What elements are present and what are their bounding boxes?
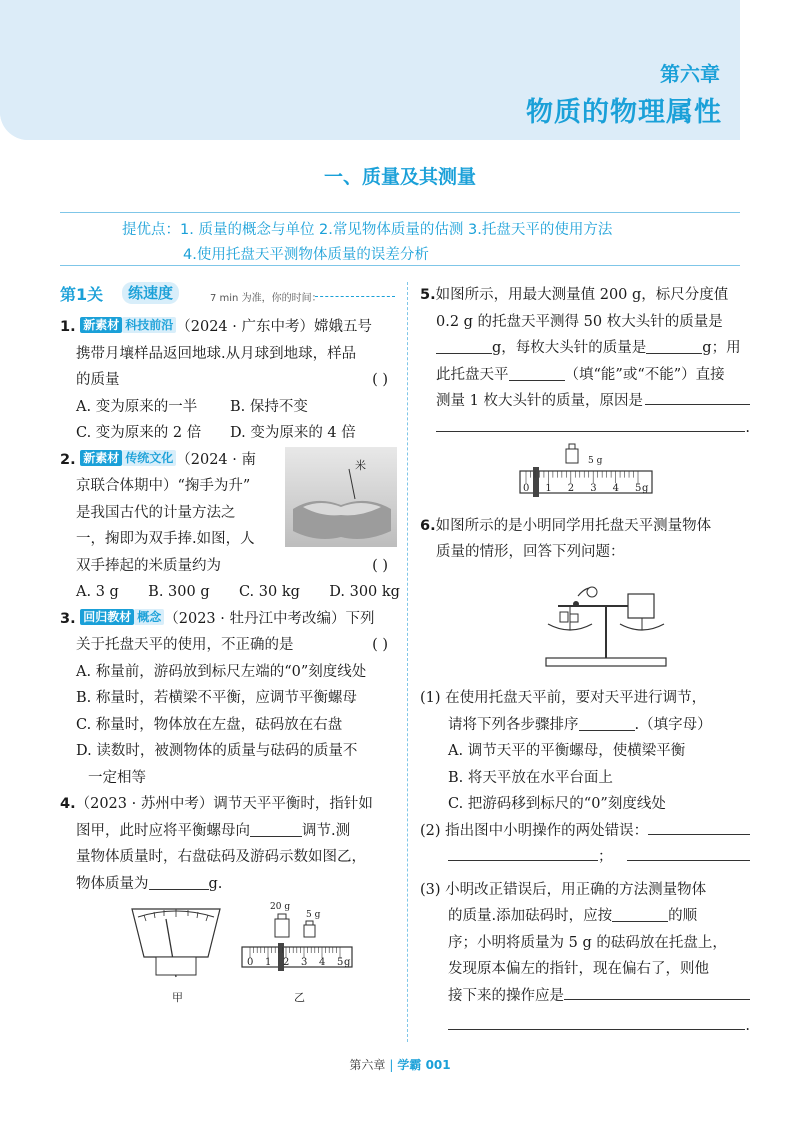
q5-blank-can[interactable] bbox=[509, 364, 565, 381]
q5-line-1: 如图所示，用最大测量值 200 g，标尺分度值 bbox=[435, 287, 729, 303]
q5-blank-total[interactable] bbox=[436, 337, 492, 354]
rice-label: 米 bbox=[355, 458, 366, 472]
q3-option-d: D. 读数时，被测物体的质量与砝码的质量不 bbox=[76, 743, 358, 759]
page-footer bbox=[0, 1056, 800, 1073]
q6-part-3-e: 接下来的操作应是 bbox=[448, 987, 564, 1004]
q1-tag-topic: 科技前沿 bbox=[122, 317, 176, 333]
q5-rider bbox=[533, 467, 539, 497]
q1-line-3: 的质量 bbox=[76, 372, 120, 388]
q1-answer-paren: ( ) bbox=[372, 372, 388, 388]
question-1 bbox=[60, 314, 400, 447]
q3-tag-topic: 概念 bbox=[134, 609, 164, 625]
left-column bbox=[60, 282, 400, 1017]
header-cutout bbox=[740, 0, 800, 140]
q1-option-a: A. 变为原来的一半 bbox=[76, 398, 198, 415]
q5-scale-unit: g bbox=[642, 483, 649, 494]
footer-chapter: 第六章 bbox=[349, 1058, 386, 1072]
q6-step-b: B. 将天平放在水平台面上 bbox=[448, 769, 613, 786]
q3-answer-paren: ( ) bbox=[372, 637, 388, 653]
q5-weight-label: 5 g bbox=[588, 456, 603, 466]
q6-part-3-b1: 的质量.添加砝码时，应按 bbox=[448, 908, 613, 924]
q4-blank-mass[interactable] bbox=[149, 873, 209, 890]
q3-option-c: C. 称量时，物体放在左盘，砝码放在右盘 bbox=[76, 716, 343, 733]
q6-line-1: 如图所示的是小明同学用托盘天平测量物体 bbox=[435, 517, 712, 534]
q4-figures bbox=[60, 897, 400, 1007]
q2-tag-new: 新素材 bbox=[80, 450, 122, 466]
question-4 bbox=[60, 791, 400, 1017]
q4-line-3: 量物体质量时，右盘砝码及游码示数如图乙， bbox=[76, 849, 366, 865]
q5-blank-reason[interactable] bbox=[645, 388, 750, 405]
footer-separator: | bbox=[389, 1058, 394, 1072]
q5-scale-tick-label: 4 bbox=[612, 483, 619, 494]
weight-5g bbox=[304, 925, 315, 937]
q5-scale-tick-label: 3 bbox=[590, 483, 597, 494]
q4-scale-tick-label: 5 bbox=[337, 957, 344, 968]
fig-a-label: 甲 bbox=[172, 991, 183, 1004]
q4-line-2b: 调节.测 bbox=[302, 822, 351, 839]
q5-figure bbox=[420, 441, 750, 503]
tips-line-2: 4.使用托盘天平测物体质量的误差分析 bbox=[183, 247, 429, 263]
q3-line-1: （2023 · 牡丹江中考改编）下列 bbox=[164, 610, 375, 627]
q6-part-3-b2: 的顺 bbox=[668, 908, 698, 924]
q2-line-5: 双手捧起的米质量约为 bbox=[76, 557, 221, 574]
q1-tag-new: 新素材 bbox=[80, 317, 122, 333]
q2-line-4: 一，掬即为双手捧.如图，人 bbox=[76, 531, 255, 547]
question-6 bbox=[420, 513, 750, 1040]
q4-scale-tick-label: 3 bbox=[301, 957, 308, 968]
q3-option-b: B. 称量时，若横梁不平衡，应调节平衡螺母 bbox=[76, 690, 357, 706]
section-title: 一、质量及其测量 bbox=[323, 166, 476, 188]
q4-line-1: （2023 · 苏州中考）调节天平平衡时，指针如 bbox=[75, 796, 373, 812]
question-3 bbox=[60, 606, 400, 792]
q5-weight bbox=[566, 449, 578, 463]
right-column bbox=[420, 282, 750, 1040]
q4-line-2a: 图甲，此时应将平衡螺母向 bbox=[76, 822, 250, 839]
chapter-header bbox=[0, 0, 800, 140]
q1-line-1: （2024 · 广东中考）嫦娥五号 bbox=[176, 319, 372, 335]
chapter-number: 第六章 bbox=[660, 62, 720, 86]
q6-part-1-c: .（填字母） bbox=[634, 716, 712, 733]
q5-scale-rule bbox=[520, 471, 652, 493]
q1-options-cd bbox=[60, 420, 400, 447]
q4-line-4a: 物体质量为 bbox=[76, 875, 149, 892]
q5-scale-tick-label: 1 bbox=[545, 483, 552, 494]
balance-base bbox=[546, 658, 666, 666]
weight-20g bbox=[275, 919, 289, 937]
q6-blank-order[interactable] bbox=[579, 714, 635, 731]
pass-name: 练速度 bbox=[122, 282, 179, 304]
q6-step-c: C. 把游码移到标尺的“0”刻度线处 bbox=[448, 796, 666, 812]
question-5 bbox=[420, 282, 750, 513]
q2-options bbox=[60, 579, 400, 606]
q1-option-c: C. 变为原来的 2 倍 bbox=[76, 425, 202, 441]
q1-line-2: 携带月壤样品返回地球.从月球到地球，样品 bbox=[76, 345, 357, 362]
q5-line-4a: 此托盘天平 bbox=[436, 366, 509, 383]
q2-number: 2. bbox=[60, 451, 76, 468]
q6-line-2: 质量的情形，回答下列问题： bbox=[436, 544, 625, 560]
q6-part-2: (2) 指出图中小明操作的两处错误： bbox=[420, 822, 649, 839]
q3-tag-textbook: 回归教材 bbox=[80, 609, 134, 625]
q4-blank-direction[interactable] bbox=[250, 820, 302, 837]
q5-end: . bbox=[745, 419, 750, 436]
q6-number: 6. bbox=[420, 517, 436, 534]
q1-option-d: D. 变为原来的 4 倍 bbox=[230, 425, 356, 441]
q5-line-2: 0.2 g 的托盘天平测得 50 枚大头针的质量是 bbox=[436, 313, 723, 330]
q6-end: . bbox=[745, 1018, 750, 1034]
q5-line-4b: （填“能”或“不能”）直接 bbox=[564, 366, 725, 383]
q4-scale-tick-label: 0 bbox=[247, 957, 254, 968]
q5-scale-tick-label: 0 bbox=[523, 483, 530, 494]
pass-banner bbox=[60, 282, 400, 314]
q1-options-ab bbox=[60, 394, 400, 421]
object-block bbox=[628, 594, 654, 618]
chapter-title: 物质的物理属性 bbox=[526, 97, 722, 128]
q2-line-1: （2024 · 南 bbox=[176, 451, 256, 468]
question-2 bbox=[60, 447, 400, 606]
q2-line-2: 京联合体期中）“掬手为升” bbox=[76, 478, 251, 494]
q1-line-3-row bbox=[60, 367, 400, 394]
q5-blank-each[interactable] bbox=[646, 337, 702, 354]
pass-time-note: 7 min 为准，你的时间： bbox=[210, 293, 322, 304]
q2-line-5-row bbox=[60, 553, 400, 580]
q5-line-5: 测量 1 枚大头针的质量，原因是 bbox=[436, 393, 643, 409]
q5-line-3a: g，每枚大头针的质量是 bbox=[492, 340, 647, 356]
q1-option-b: B. 保持不变 bbox=[230, 398, 308, 415]
q5-scale-tick-label: 5 bbox=[635, 483, 642, 494]
time-blank bbox=[315, 296, 395, 297]
q2-line-3: 是我国古代的计量方法之 bbox=[76, 504, 236, 521]
q4-scale-tick-label: 1 bbox=[265, 957, 272, 968]
weight-5g-label: 5 g bbox=[306, 910, 321, 920]
q5-blank-reason-cont[interactable] bbox=[436, 415, 745, 432]
q1-number: 1. bbox=[60, 319, 76, 335]
q4-scale-unit: g bbox=[344, 957, 351, 968]
q3-line-2-row bbox=[60, 632, 400, 659]
q6-part-1-b: 请将下列各步骤排序 bbox=[448, 716, 579, 733]
weights-on-left bbox=[560, 612, 568, 622]
q6-part-3-d: 发现原本偏左的指针，现在偏右了，则他 bbox=[448, 961, 709, 977]
q2-option-a: A. 3 g bbox=[76, 584, 119, 600]
q6-blank-error-1[interactable] bbox=[648, 818, 750, 835]
footer-brand: 学霸 001 bbox=[397, 1058, 451, 1072]
q6-part-3-a: (3) 小明改正错误后，用正确的方法测量物体 bbox=[420, 881, 707, 898]
pass-level: 第1关 bbox=[60, 285, 104, 304]
column-divider bbox=[407, 282, 408, 1042]
q6-balance-figure bbox=[420, 566, 750, 676]
tips-line-1: 提优点：1. 质量的概念与单位 2.常见物体质量的估测 3.托盘天平的使用方法 bbox=[122, 222, 613, 238]
q3-line-2: 关于托盘天平的使用，不正确的是 bbox=[76, 637, 294, 653]
q6-blank-next-step[interactable] bbox=[564, 983, 750, 1000]
q2-tag-topic: 传统文化 bbox=[122, 450, 176, 466]
q6-part-1-a: (1) 在使用托盘天平前，要对天平进行调节， bbox=[420, 690, 707, 706]
q6-blank-next-step-cont[interactable] bbox=[448, 1013, 745, 1030]
q3-option-d-cont: 一定相等 bbox=[88, 769, 146, 786]
q5-number: 5. bbox=[420, 287, 436, 303]
q2-option-b: B. 300 g bbox=[148, 584, 210, 600]
q2-option-c: C. 30 kg bbox=[238, 584, 300, 600]
q2-option-d: D. 300 kg bbox=[329, 584, 400, 600]
q5-scale-tick-label: 2 bbox=[567, 483, 575, 494]
q2-answer-paren: ( ) bbox=[372, 557, 388, 574]
q6-part-3-c: 序；小明将质量为 5 g 的砝码放在托盘上， bbox=[448, 934, 727, 951]
tips-box bbox=[60, 212, 740, 266]
q4-scale-tick-label: 4 bbox=[319, 957, 326, 968]
q5-line-3b: g；用 bbox=[702, 340, 741, 356]
q4-scale-tick-label: 2 bbox=[283, 957, 290, 968]
q6-blank-error-2[interactable] bbox=[627, 844, 751, 861]
q4-line-4b: g. bbox=[208, 875, 223, 892]
q6-blank-sequence[interactable] bbox=[612, 905, 668, 922]
weight-20g-label: 20 g bbox=[270, 902, 291, 912]
q6-blank-error-1-cont[interactable] bbox=[448, 844, 598, 861]
q3-option-a: A. 称量前，游码放到标尺左端的“0”刻度线处 bbox=[76, 663, 367, 680]
q6-part-2-sep: ； bbox=[598, 849, 613, 865]
hands-photo bbox=[285, 447, 397, 547]
q3-number: 3. bbox=[60, 610, 76, 627]
fig-b-label: 乙 bbox=[294, 991, 305, 1004]
q4-number: 4. bbox=[60, 796, 76, 812]
q6-step-a: A. 调节天平的平衡螺母，使横梁平衡 bbox=[448, 743, 686, 759]
